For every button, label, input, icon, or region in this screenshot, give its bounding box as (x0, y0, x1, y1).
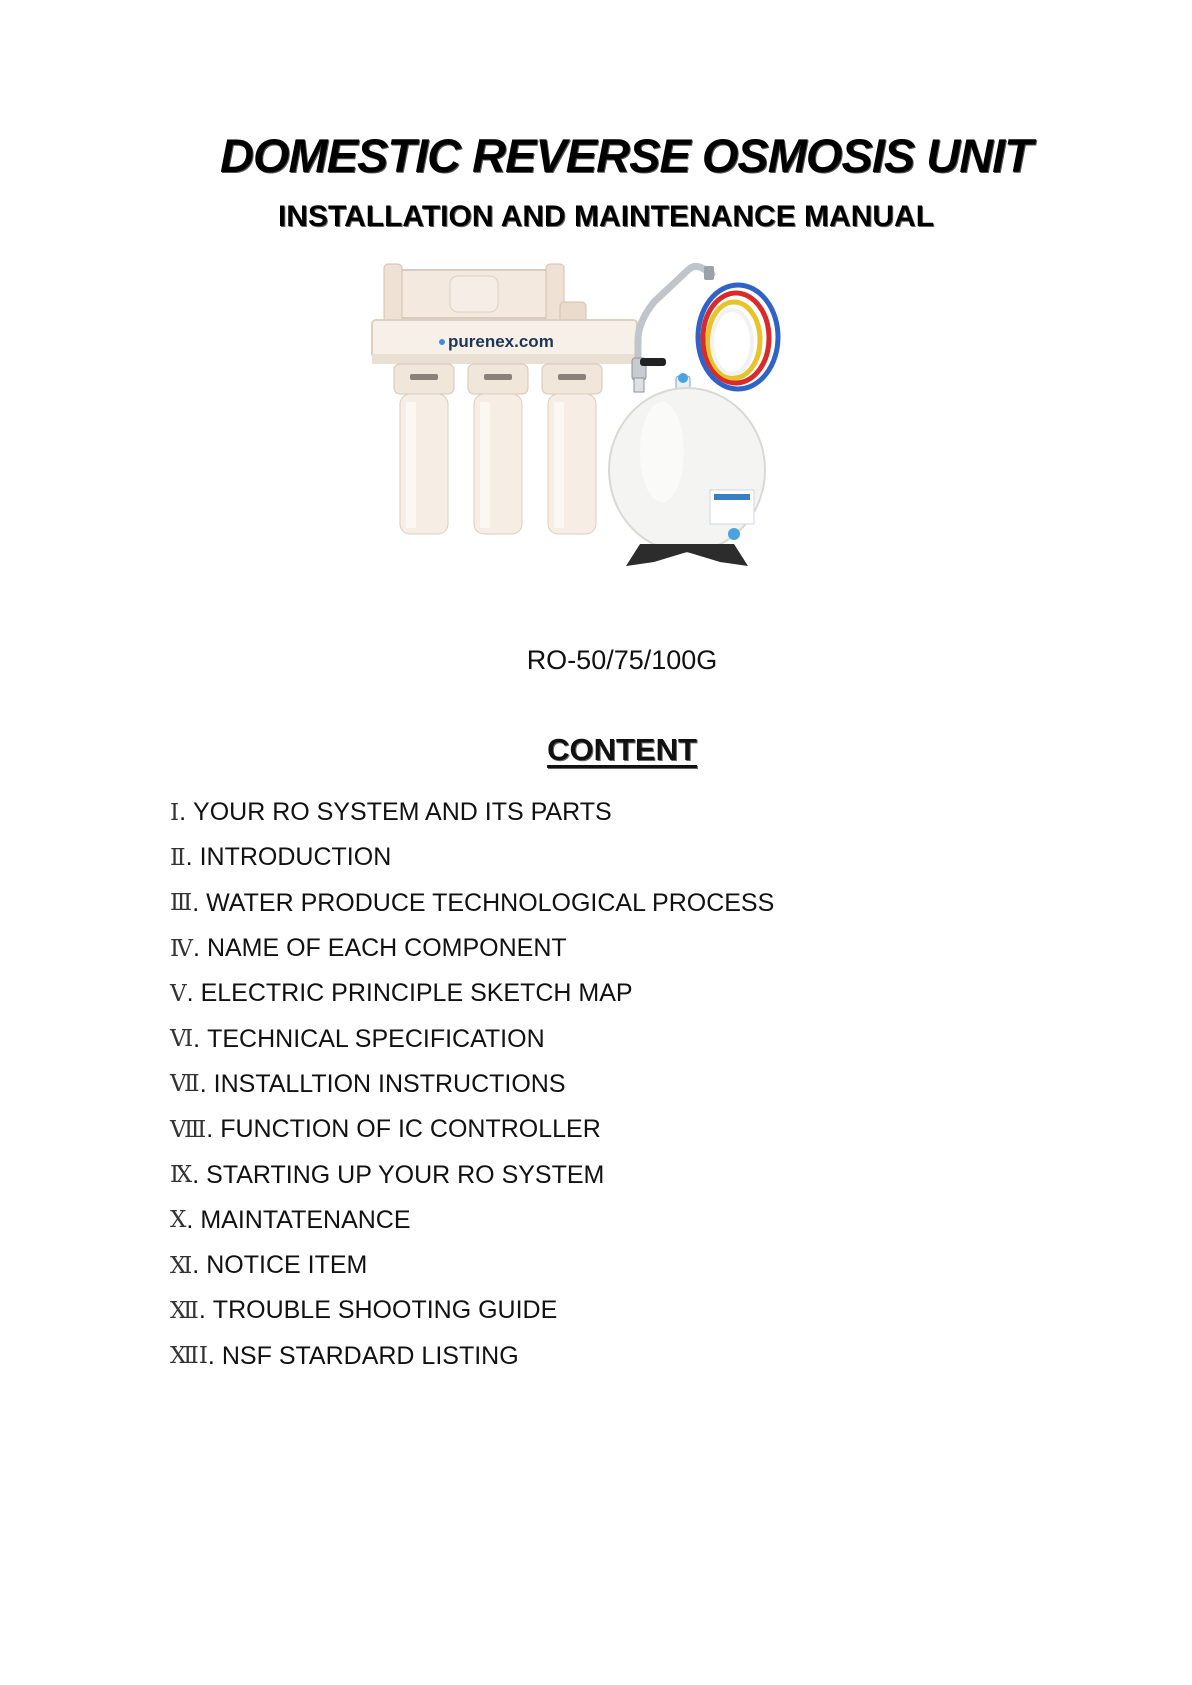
toc-item-12 (170, 1288, 774, 1333)
toc-item-number: Ⅴ (170, 980, 187, 1007)
toc-item-separator: . (179, 798, 187, 827)
filter-housing-2 (468, 364, 528, 534)
document-title: DOMESTIC REVERSE OSMOSIS UNIT (220, 129, 1032, 182)
toc-item-label: WATER PRODUCE TECHNOLOGICAL PROCESS (206, 888, 775, 917)
toc-item-label: FUNCTION OF IC CONTROLLER (220, 1115, 601, 1144)
mounting-bracket (372, 320, 637, 364)
toc-item-separator: . (207, 1341, 215, 1370)
toc-item-4 (170, 926, 774, 971)
toc-item-separator: . (192, 934, 200, 963)
toc-item-separator: . (192, 1160, 200, 1189)
toc-item-separator: . (199, 1069, 207, 1098)
toc-item-9 (170, 1152, 774, 1197)
toc-item-separator: . (198, 1296, 206, 1325)
toc-item-label: TROUBLE SHOOTING GUIDE (212, 1296, 558, 1325)
toc-item-7 (170, 1062, 774, 1107)
table-of-contents (170, 790, 774, 1379)
toc-item-number: Ⅱ (170, 844, 186, 871)
toc-item-6 (170, 1016, 774, 1061)
toc-item-separator: . (206, 1115, 214, 1144)
toc-item-13 (170, 1334, 774, 1379)
toc-item-separator: . (192, 888, 200, 917)
logo-droplet-icon (439, 339, 445, 345)
contents-heading: CONTENT (547, 732, 697, 767)
toc-item-number: Ⅸ (170, 1162, 193, 1189)
toc-item-number: Ⅷ (170, 1116, 207, 1143)
toc-item-number: Ⅹ (170, 1207, 187, 1234)
toc-item-label: TECHNICAL SPECIFICATION (207, 1024, 545, 1053)
toc-item-10 (170, 1198, 774, 1243)
brand-logo: purenex.com (448, 332, 554, 351)
model-number: RO-50/75/100G (526, 645, 718, 675)
toc-item-8 (170, 1107, 774, 1152)
membrane-housing (384, 264, 586, 328)
toc-item-number: Ⅲ (170, 890, 193, 917)
toc-item-label: STARTING UP YOUR RO SYSTEM (206, 1160, 605, 1189)
document-subtitle: INSTALLATION AND MAINTENANCE MANUAL (277, 200, 935, 233)
toc-item-number: Ⅵ (170, 1026, 194, 1053)
toc-item-separator: . (186, 979, 194, 1008)
toc-item-separator: . (185, 843, 193, 872)
tubing-coils (698, 285, 778, 389)
toc-item-label: NOTICE ITEM (206, 1251, 368, 1280)
toc-item-separator: . (192, 1251, 200, 1280)
toc-item-label: ELECTRIC PRINCIPLE SKETCH MAP (200, 979, 633, 1008)
toc-item-number: ⅫⅠ (170, 1343, 208, 1370)
toc-item-5 (170, 971, 774, 1016)
toc-item-label: MAINTATENANCE (200, 1205, 411, 1234)
toc-item-11 (170, 1243, 774, 1288)
toc-item-number: Ⅰ (170, 799, 180, 826)
toc-item-label: NSF STARDARD LISTING (221, 1341, 519, 1370)
toc-item-number: Ⅳ (170, 935, 193, 962)
filter-housing-3 (542, 364, 602, 534)
toc-item-number: Ⅺ (170, 1252, 193, 1279)
toc-item-label: NAME OF EACH COMPONENT (206, 934, 567, 963)
toc-item-separator: . (193, 1024, 201, 1053)
toc-item-label: INTRODUCTION (199, 843, 392, 872)
toc-item-label: INSTALLTION INSTRUCTIONS (213, 1069, 566, 1098)
toc-item-separator: . (186, 1205, 194, 1234)
toc-item-1 (170, 790, 774, 835)
toc-item-2 (170, 835, 774, 880)
filter-housing-1 (394, 364, 454, 534)
storage-tank (609, 373, 765, 566)
toc-item-number: Ⅶ (170, 1071, 200, 1098)
product-photo (370, 262, 840, 607)
toc-item-number: Ⅻ (170, 1297, 199, 1324)
toc-item-3 (170, 881, 774, 926)
toc-item-label: YOUR RO SYSTEM AND ITS PARTS (193, 798, 612, 827)
